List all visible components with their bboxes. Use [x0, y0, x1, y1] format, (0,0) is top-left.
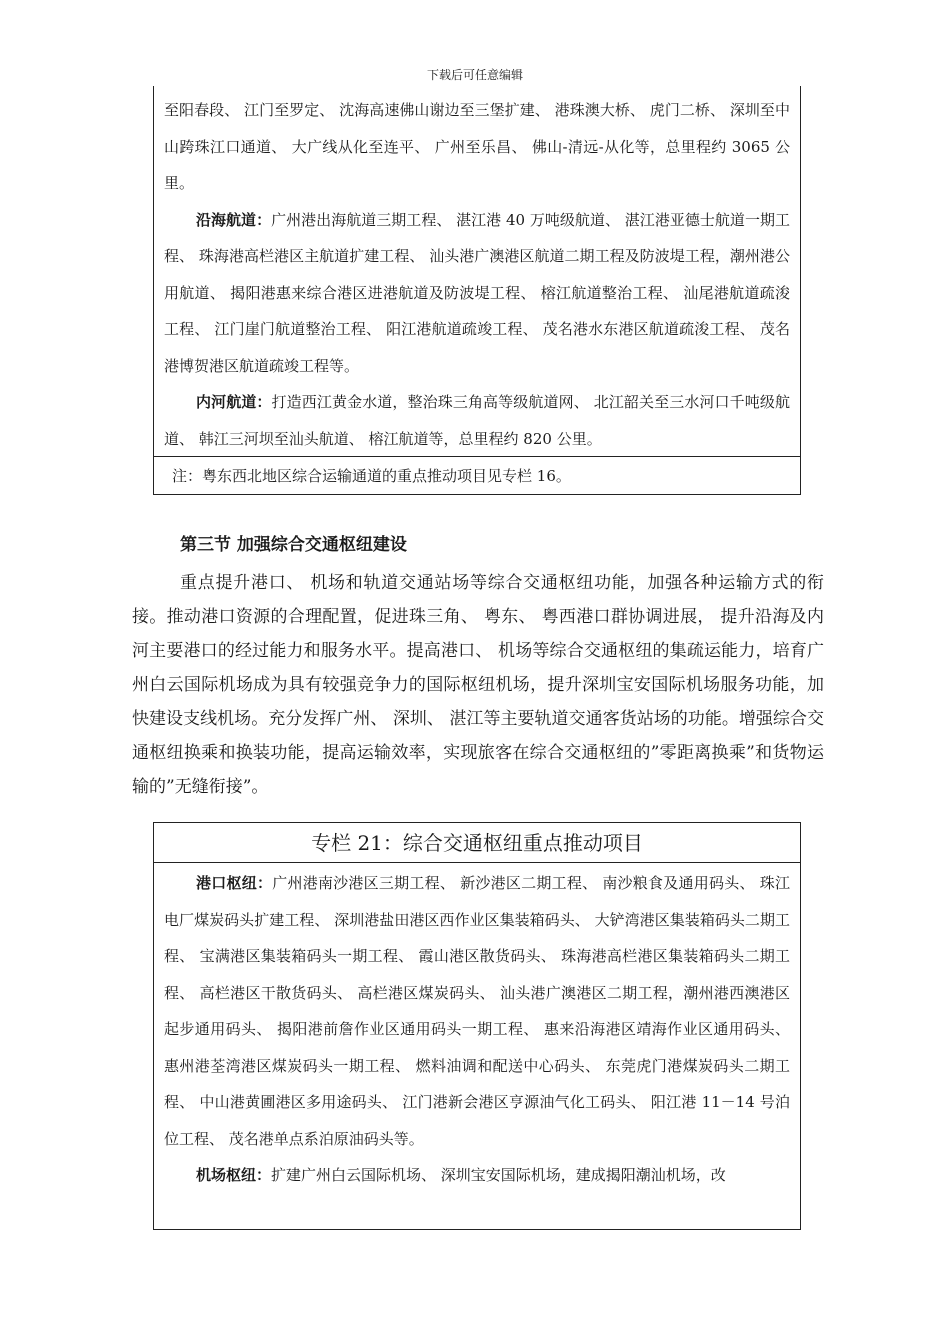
- airport-hub-label: 机场枢纽：: [196, 1166, 272, 1184]
- section-body: [132, 566, 824, 804]
- column-box-continued-body: [154, 86, 800, 457]
- section-title: 第三节 加强综合交通枢纽建设: [180, 535, 407, 555]
- coastal-waterway-paragraph: [164, 202, 790, 385]
- airport-hub-text: 扩建广州白云国际机场、 深圳宝安国际机场，建成揭阳潮汕机场，改: [271, 1166, 726, 1184]
- inland-waterway-label: 内河航道：: [196, 393, 272, 411]
- column-box-21-body: [154, 863, 800, 1194]
- coastal-waterway-label: 沿海航道：: [196, 210, 272, 229]
- column-box-21-title: 专栏 21：综合交通枢纽重点推动项目: [154, 823, 800, 863]
- column-box-continued: [153, 86, 801, 495]
- airport-hub-paragraph: [164, 1157, 790, 1194]
- box-note: 注：粤东西北地区综合运输通道的重点推动项目见专栏 16。: [154, 456, 800, 494]
- section-paragraph: 重点提升港口、 机场和轨道交通站场等综合交通枢纽功能，加强各种运输方式的衔接。推动港口资源的合理配置，促进珠三角、 粤东、 粤西港口群协调进展， 提升沿海及内河主要港口的经过能力和服务水平。提高港口、 机场等综合交通枢纽的集疏运能力，培育广州白云国际机场成为具有较强竞争力的国际枢纽机场，提升深圳宝安国际机场服务功能，加快建设支线机场。充分发挥广州、 深圳、 湛江等主要轨道交通客货站场的功能。增强综合交通枢纽换乘和换装功能，提高运输效率，实现旅客在综合交通枢纽的”零距离换乘”和货物运输的”无缝衔接”。: [132, 573, 824, 797]
- road-continuation-paragraph: 至阳春段、 江门至罗定、 沈海高速佛山谢边至三堡扩建、 港珠澳大桥、 虎门二桥、 深圳至中山跨珠江口通道、 大广线从化至连平、 广州至乐昌、 佛山-清远-从化等，总里程约 3065 公里。: [164, 101, 790, 192]
- inland-waterway-paragraph: [164, 384, 790, 457]
- coastal-waterway-text: 广州港出海航道三期工程、 湛江港 40 万吨级航道、 湛江港亚德士航道一期工程、 珠海港高栏港区主航道扩建工程、 汕头港广澳港区航道二期工程及防波堤工程，潮州港公用航道、 揭阳港惠来综合港区进港航道及防波堤工程、 榕江航道整治工程、 汕尾港航道疏浚工程、 江门崖门航道整治工程、 阳江港航道疏竣工程、 茂名港水东港区航道疏浚工程、 茂名港博贺港区航道疏竣工程等。: [164, 210, 790, 375]
- inland-waterway-text: 打造西江黄金水道，整治珠三角高等级航道网、 北江韶关至三水河口千吨级航道、 韩江三河坝至汕头航道、 榕江航道等，总里程约 820 公里。: [164, 393, 790, 448]
- column-box-21: [153, 822, 801, 1230]
- port-hub-paragraph: [164, 865, 790, 1157]
- page-header-note: 下载后可任意编辑: [426, 68, 523, 82]
- port-hub-text: 广州港南沙港区三期工程、 新沙港区二期工程、 南沙粮食及通用码头、 珠江电厂煤炭码头扩建工程、 深圳港盐田港区西作业区集装箱码头、 大铲湾港区集装箱码头二期工程、 宝满港区集装箱码头一期工程、 霞山港区散货码头、 珠海港高栏港区集装箱码头二期工程、 高栏港区干散货码头、 高栏港区煤炭码头、 汕头港广澳港区二期工程，潮州港西澳港区起步通用码头、 揭阳港前詹作业区通用码头一期工程、 惠来沿海港区靖海作业区通用码头、 惠州港荃湾港区煤炭码头一期工程、 燃料油调和配送中心码头、 东莞虎门港煤炭码头二期工程、 中山港黄圃港区多用途码头、 江门港新会港区亨源油气化工码头、 阳江港 11－14 号泊位工程、 茂名港单点系泊原油码头等。: [164, 874, 790, 1148]
- port-hub-label: 港口枢纽：: [196, 874, 273, 892]
